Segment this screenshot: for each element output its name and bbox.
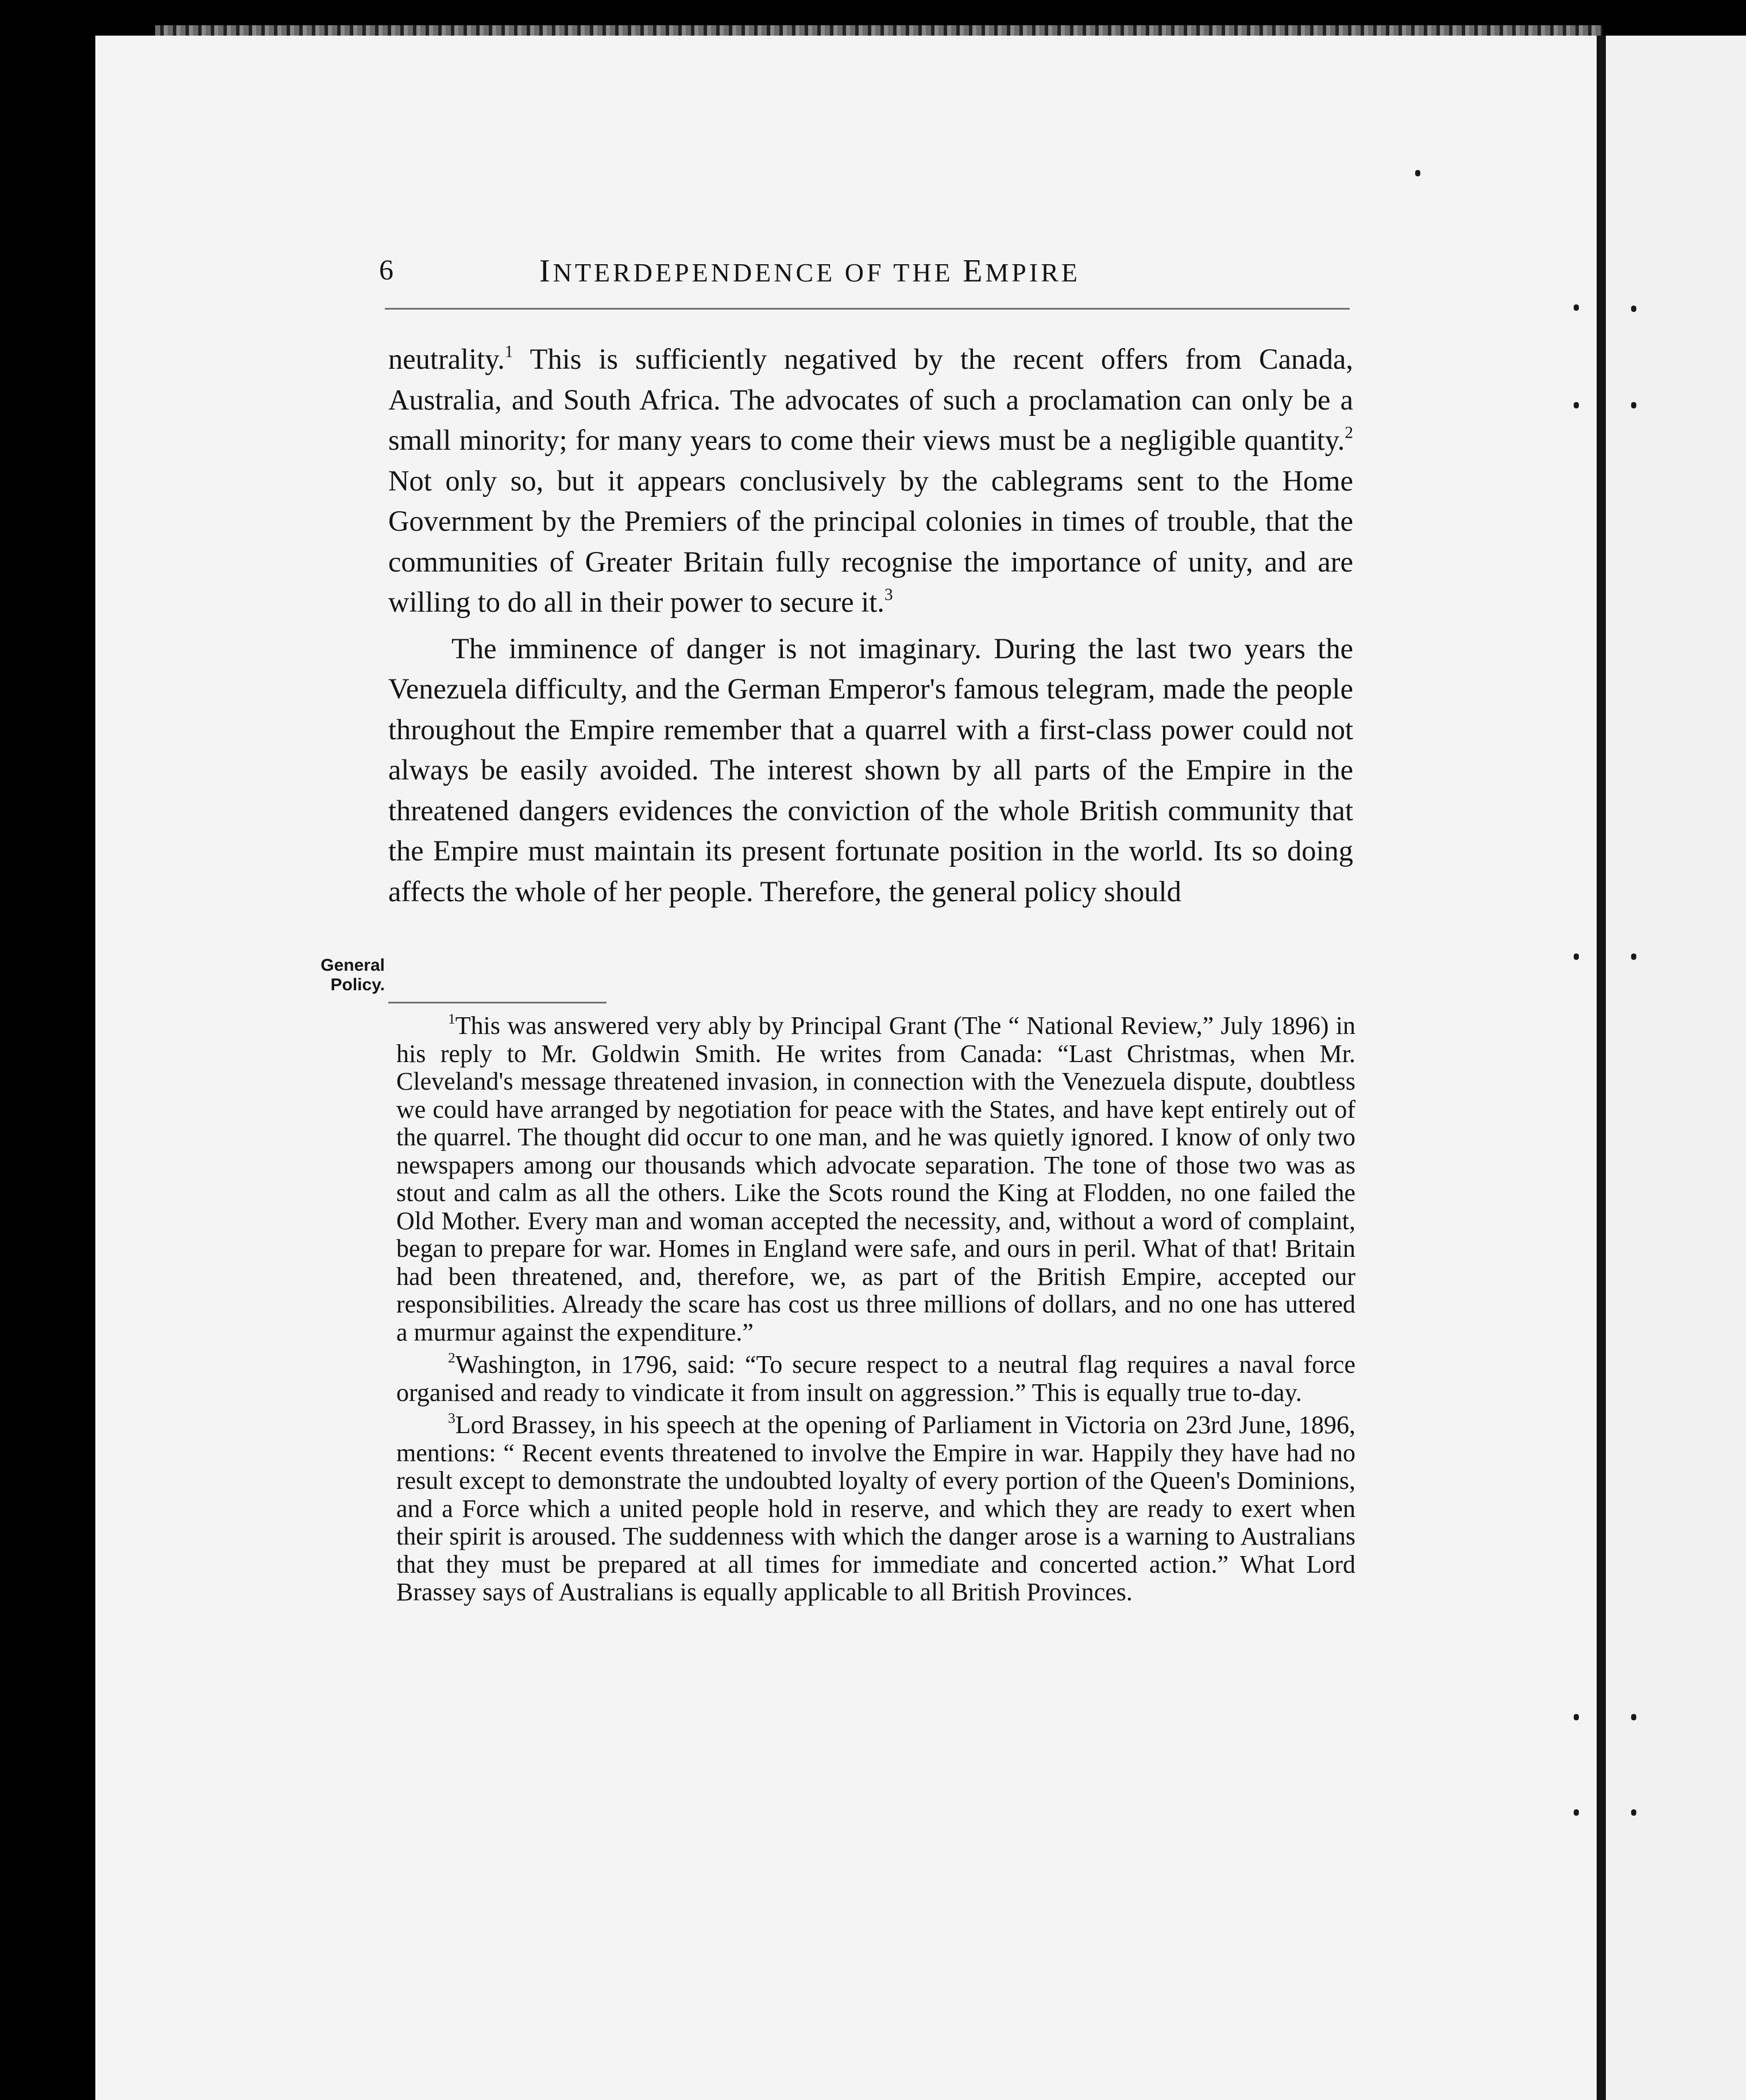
scan-speck — [1574, 1809, 1579, 1816]
footnote-ref: 1 — [504, 342, 513, 361]
footnote-text: Lord Brassey, in his speech at the opening of Parliament in Victoria on 23rd June, 1896, mentions: “ Recent events threatened to involve the Empire in war. Happily they have had no result except to demonstrate the undoubted loyalty of every portion of the Queen's Dominions, and a Force which a united people hold in reserve, and which they are ready to exert when their spirit is aroused. The suddenness with which the danger arose is a warning to Australians that they must be prepared at all times for immediate and concerted action.” What Lord Brassey says of Australians is equally applicable to all British Provinces. — [396, 1411, 1355, 1606]
footnote — [396, 1351, 1355, 1407]
footnote-text: This was answered very ably by Principal Grant (The “ National Review,” July 1896) in his reply to Mr. Goldwin Smith. He writes from Canada: “Last Christmas, when Mr. Cleveland's message threatened invasion, in connection with the Venezuela dispute, doubtless we could have arranged by negotiation for peace with the States, and have kept entirely out of the quarrel. The thought did occur to one man, and he was quietly ignored. I know of only two newspapers among our thousands which advocate separation. The tone of those two was as stout and calm as all the others. Like the Scots round the King at Flodden, no one failed the Old Mother. Every man and woman accepted the necessity, and, without a word of complaint, began to prepare for war. Homes in England were safe, and ours in peril. What of that! Britain had been threatened, and, therefore, we, as part of the British Empire, accepted our responsibilities. Already the scare has cost us three millions of dollars, and no one has uttered a murmur against the expenditure.” — [396, 1012, 1355, 1346]
margin-note-line: General — [320, 956, 385, 975]
margin-note-general-policy — [299, 956, 385, 995]
scan-speck — [1415, 170, 1420, 176]
scan-speck — [1631, 402, 1636, 408]
paragraph-2: The imminence of danger is not imaginary. During the last two years the Venezuela difficulty, and the German Emperor's famous telegram, made the people throughout the Empire remember that a quarrel with a first-class power could not always be easily avoided. The interest shown by all parts of the Empire in the threatened dangers evidences the conviction of the whole British community that the Empire must maintain its present fortunate position in the world. Its so doing affects the whole of her people. Therefore, the general policy should — [388, 632, 1353, 908]
page-number: 6 — [379, 253, 393, 285]
scan-speck — [1574, 1714, 1579, 1720]
running-title-rest: THE — [893, 258, 953, 287]
running-title — [379, 253, 1241, 289]
header-rule — [385, 308, 1350, 310]
footnote-ref: 3 — [884, 585, 893, 604]
footnote — [396, 1411, 1355, 1607]
adjacent-page-strip — [1606, 36, 1746, 2100]
scan-speck — [1574, 402, 1579, 408]
footnote-mark: 2 — [448, 1349, 455, 1366]
running-title-initial: E — [963, 253, 986, 289]
paragraph-1 — [388, 339, 1353, 623]
footnote-mark: 3 — [448, 1410, 455, 1427]
scan-speck — [1631, 954, 1636, 960]
running-title-rest: OF — [844, 258, 884, 287]
scan-speck — [1631, 306, 1636, 312]
footnote-rule — [388, 1002, 607, 1003]
running-title-rest: MPIRE — [985, 258, 1080, 287]
text-run: neutrality. — [388, 343, 505, 375]
running-title-initial: I — [539, 253, 553, 289]
footnote-ref: 2 — [1345, 423, 1353, 442]
text-run: This is sufficiently negatived by the recent offers from Canada, Australia, and South Africa. The advocates of such a proclamation can only be a small minority; for many years to come their views must be a negligible quantity. — [388, 343, 1353, 456]
margin-note-line: Policy. — [330, 975, 385, 994]
footnote-text: Washington, in 1796, said: “To secure respect to a neutral flag requires a naval force organised and ready to vindicate it from insult on aggression.” This is equally true to-day. — [396, 1350, 1355, 1407]
text-run: Not only so, but it appears conclusively by the cablegrams sent to the Home Government by the Premiers of the principal colonies in times of trouble, that the communities of Greater Britain fully recognise the importance of unity, and are willing to do all in their power to secure it. — [388, 464, 1353, 618]
scan-speck — [1631, 1714, 1636, 1720]
footnotes — [396, 1012, 1355, 1607]
scan-speck — [1574, 954, 1579, 960]
scan-speck — [1574, 304, 1579, 311]
running-title-rest: NTERDEPENDENCE — [553, 258, 836, 287]
footnote-mark: 1 — [448, 1010, 455, 1028]
running-title-text — [539, 253, 1080, 289]
scan-speck — [1631, 1809, 1636, 1816]
main-text — [388, 339, 1353, 912]
footnote — [396, 1012, 1355, 1346]
